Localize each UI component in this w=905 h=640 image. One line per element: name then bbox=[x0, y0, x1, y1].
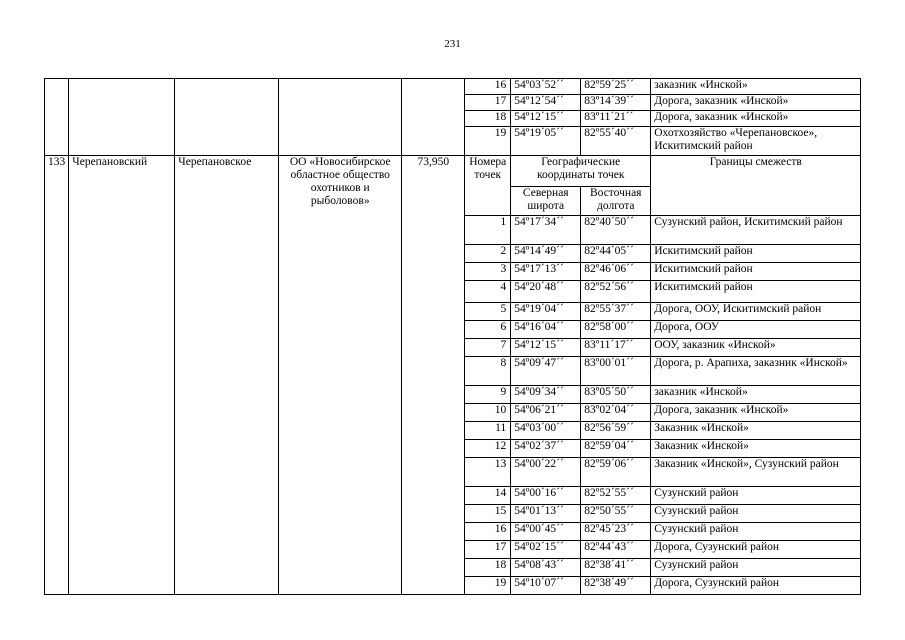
border-cell: Сузунский район bbox=[651, 523, 861, 541]
entry-user: ОО «Новосибирское областное общество охотников и рыболовов» bbox=[279, 156, 402, 595]
longitude-cell: 83º11´21´´ bbox=[581, 111, 651, 127]
longitude-cell: 82º52´55´´ bbox=[581, 487, 651, 505]
latitude-cell: 54º02´15´´ bbox=[511, 541, 581, 559]
longitude-cell: 82º55´40´´ bbox=[581, 127, 651, 156]
point-number: 9 bbox=[465, 386, 511, 404]
latitude-cell: 54º02´37´´ bbox=[511, 440, 581, 458]
latitude-cell: 54º00´16´´ bbox=[511, 487, 581, 505]
latitude-cell: 54º14´49´´ bbox=[511, 245, 581, 263]
longitude-cell: 82º40´50´´ bbox=[581, 216, 651, 245]
entry-area-size: 73,950 bbox=[402, 156, 465, 595]
latitude-cell: 54º12´54´´ bbox=[511, 95, 581, 111]
entry-index: 133 bbox=[45, 156, 69, 595]
page-number: 231 bbox=[444, 38, 461, 50]
longitude-cell: 82º50´55´´ bbox=[581, 505, 651, 523]
cont-area-cell bbox=[175, 79, 279, 156]
longitude-cell: 82º44´05´´ bbox=[581, 245, 651, 263]
point-number: 17 bbox=[465, 541, 511, 559]
border-cell: Искитимский район bbox=[651, 281, 861, 303]
point-number: 12 bbox=[465, 440, 511, 458]
cont-district-cell bbox=[69, 79, 175, 156]
point-number: 14 bbox=[465, 487, 511, 505]
latitude-cell: 54º00´22´´ bbox=[511, 458, 581, 487]
latitude-cell: 54º17´13´´ bbox=[511, 263, 581, 281]
entry-district: Черепановский bbox=[69, 156, 175, 595]
longitude-cell: 83º00´01´´ bbox=[581, 357, 651, 386]
latitude-cell: 54º19´04´´ bbox=[511, 303, 581, 321]
header-borders: Границы смежеств bbox=[651, 156, 861, 216]
border-cell: Дорога, заказник «Инской» bbox=[651, 95, 861, 111]
latitude-cell: 54º12´15´´ bbox=[511, 111, 581, 127]
cont-index-cell bbox=[45, 79, 69, 156]
latitude-cell: 54º19´05´´ bbox=[511, 127, 581, 156]
border-cell: заказник «Инской» bbox=[651, 386, 861, 404]
border-cell: Охотхозяйство «Черепановское», Искитимский район bbox=[651, 127, 861, 156]
border-cell: Сузунский район bbox=[651, 505, 861, 523]
border-cell: заказник «Инской» bbox=[651, 79, 861, 95]
cont-size-cell bbox=[402, 79, 465, 156]
continuation-row bbox=[45, 79, 861, 95]
border-cell: Сузунский район, Искитимский район bbox=[651, 216, 861, 245]
longitude-cell: 82º55´37´´ bbox=[581, 303, 651, 321]
border-cell: Сузунский район bbox=[651, 487, 861, 505]
longitude-cell: 83º05´50´´ bbox=[581, 386, 651, 404]
latitude-cell: 54º09´47´´ bbox=[511, 357, 581, 386]
point-number: 19 bbox=[465, 577, 511, 595]
longitude-cell: 82º56´59´´ bbox=[581, 422, 651, 440]
border-cell: ООУ, заказник «Инской» bbox=[651, 339, 861, 357]
latitude-cell: 54º09´34´´ bbox=[511, 386, 581, 404]
border-cell: Дорога, ООУ, Искитимский район bbox=[651, 303, 861, 321]
header-latitude: Северная широта bbox=[511, 187, 581, 216]
latitude-cell: 54º16´04´´ bbox=[511, 321, 581, 339]
longitude-cell: 83º14´39´´ bbox=[581, 95, 651, 111]
point-number: 16 bbox=[465, 79, 511, 95]
longitude-cell: 82º59´25´´ bbox=[581, 79, 651, 95]
point-number: 2 bbox=[465, 245, 511, 263]
longitude-cell: 82º38´49´´ bbox=[581, 577, 651, 595]
point-number: 10 bbox=[465, 404, 511, 422]
point-number: 7 bbox=[465, 339, 511, 357]
latitude-cell: 54º03´52´´ bbox=[511, 79, 581, 95]
point-number: 11 bbox=[465, 422, 511, 440]
longitude-cell: 83º02´04´´ bbox=[581, 404, 651, 422]
header-geo-coordinates: Географические координаты точек bbox=[511, 156, 651, 187]
point-number: 16 bbox=[465, 523, 511, 541]
point-number: 1 bbox=[465, 216, 511, 245]
longitude-cell: 82º58´00´´ bbox=[581, 321, 651, 339]
point-number: 19 bbox=[465, 127, 511, 156]
longitude-cell: 82º44´43´´ bbox=[581, 541, 651, 559]
latitude-cell: 54º08´43´´ bbox=[511, 559, 581, 577]
border-cell: Дорога, р. Арапиха, заказник «Инской» bbox=[651, 357, 861, 386]
latitude-cell: 54º20´48´´ bbox=[511, 281, 581, 303]
point-number: 15 bbox=[465, 505, 511, 523]
longitude-cell: 83º11´17´´ bbox=[581, 339, 651, 357]
point-number: 5 bbox=[465, 303, 511, 321]
border-cell: Сузунский район bbox=[651, 559, 861, 577]
longitude-cell: 82º45´23´´ bbox=[581, 523, 651, 541]
border-cell: Дорога, Сузунский район bbox=[651, 541, 861, 559]
point-number: 18 bbox=[465, 559, 511, 577]
latitude-cell: 54º00´45´´ bbox=[511, 523, 581, 541]
latitude-cell: 54º06´21´´ bbox=[511, 404, 581, 422]
longitude-cell: 82º52´56´´ bbox=[581, 281, 651, 303]
point-number: 13 bbox=[465, 458, 511, 487]
cont-user-cell bbox=[279, 79, 402, 156]
point-number: 4 bbox=[465, 281, 511, 303]
border-cell: Заказник «Инской» bbox=[651, 422, 861, 440]
longitude-cell: 82º59´04´´ bbox=[581, 440, 651, 458]
entry-area-name: Черепановское bbox=[175, 156, 279, 595]
border-cell: Дорога, ООУ bbox=[651, 321, 861, 339]
longitude-cell: 82º38´41´´ bbox=[581, 559, 651, 577]
point-number: 3 bbox=[465, 263, 511, 281]
latitude-cell: 54º01´13´´ bbox=[511, 505, 581, 523]
header-longitude: Восточная долгота bbox=[581, 187, 651, 216]
border-cell: Заказник «Инской», Сузунский район bbox=[651, 458, 861, 487]
border-cell: Искитимский район bbox=[651, 245, 861, 263]
border-cell: Дорога, Сузунский район bbox=[651, 577, 861, 595]
point-number: 8 bbox=[465, 357, 511, 386]
border-cell: Заказник «Инской» bbox=[651, 440, 861, 458]
entry-header-row bbox=[45, 156, 861, 187]
border-cell: Искитимский район bbox=[651, 263, 861, 281]
point-number: 17 bbox=[465, 95, 511, 111]
latitude-cell: 54º03´00´´ bbox=[511, 422, 581, 440]
latitude-cell: 54º17´34´´ bbox=[511, 216, 581, 245]
header-point-number: Номера точек bbox=[465, 156, 511, 216]
longitude-cell: 82º59´06´´ bbox=[581, 458, 651, 487]
latitude-cell: 54º12´15´´ bbox=[511, 339, 581, 357]
border-cell: Дорога, заказник «Инской» bbox=[651, 111, 861, 127]
hunting-areas-table bbox=[44, 78, 861, 595]
table-body bbox=[45, 79, 861, 595]
longitude-cell: 82º46´06´´ bbox=[581, 263, 651, 281]
point-number: 18 bbox=[465, 111, 511, 127]
latitude-cell: 54º10´07´´ bbox=[511, 577, 581, 595]
border-cell: Дорога, заказник «Инской» bbox=[651, 404, 861, 422]
point-number: 6 bbox=[465, 321, 511, 339]
